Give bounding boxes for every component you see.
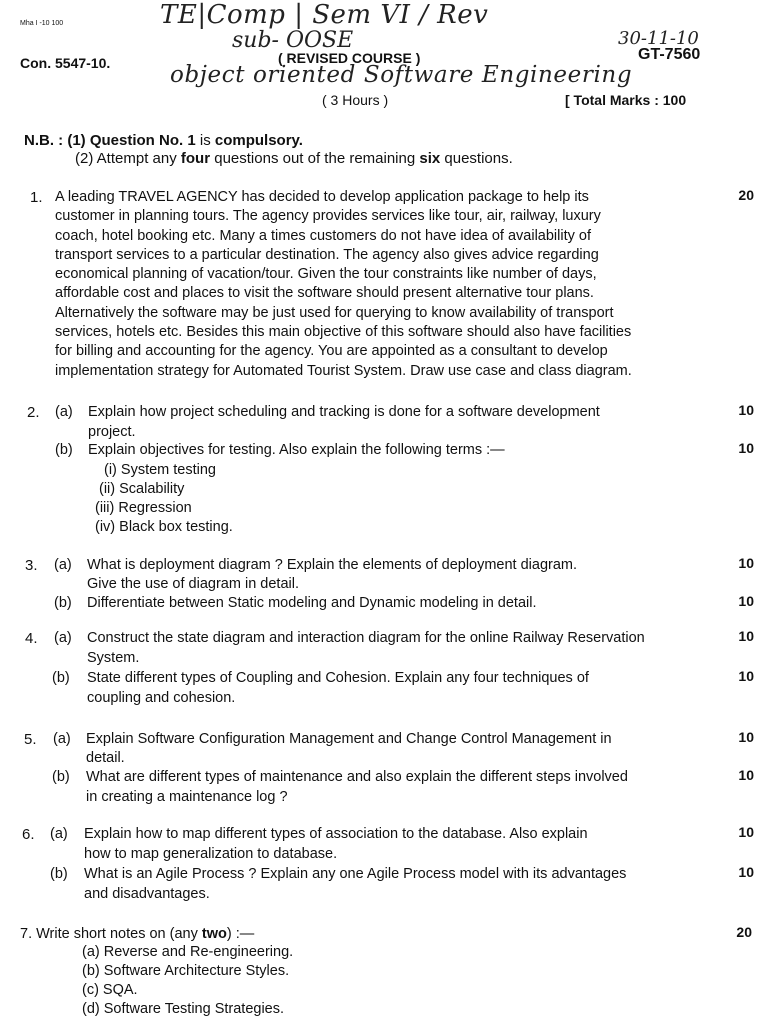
q4-number: 4.: [25, 630, 38, 647]
q6b-label: (b): [50, 866, 68, 882]
nb-prefix: N.B. : (1) Question No.: [24, 132, 188, 149]
q7-item: (d) Software Testing Strategies.: [82, 1001, 285, 1017]
q6a-line: how to map generalization to database.: [84, 846, 338, 862]
q1-line: economical planning of vacation/tour. Given the tour constraints like number of days,: [55, 266, 597, 283]
q1-line: services, hotels etc. Besides this main objective of this software should also have facilities: [55, 324, 632, 341]
q2a-line: project.: [88, 424, 136, 440]
q6a-line: Explain how to map different types of association to the database. Also explain: [84, 826, 588, 842]
q6b-line: What is an Agile Process ? Explain any one Agile Process model with its advantages: [84, 866, 627, 882]
q6-number: 6.: [22, 826, 35, 843]
q2b-item: (iv) Black box testing.: [95, 519, 233, 535]
handwritten-subject-code: sub- OOSE: [232, 28, 354, 53]
q2b-item: (ii) Scalability: [99, 481, 185, 497]
revised-course-label: ( REVISED COURSE ): [278, 50, 421, 66]
instruction-2: [75, 150, 513, 167]
nb-line2-b: questions out of the remaining: [210, 150, 420, 167]
q1-text: [55, 188, 725, 381]
q7-item: (b) Software Architecture Styles.: [82, 963, 290, 979]
q4a-label: (a): [54, 630, 72, 646]
q5b-line: What are different types of maintenance and also explain the different steps involved: [86, 769, 628, 785]
q1-line: A leading TRAVEL AGENCY has decided to develop application package to help its: [55, 189, 589, 205]
handwritten-date: 30-11-10: [618, 28, 699, 49]
q1-line: affordable cost and places to visit the software should present alternative tour plans.: [55, 285, 594, 302]
q7-number: 7.: [20, 926, 33, 942]
nb-is: is: [195, 132, 215, 149]
q1-line: customer in planning tours. The agency provides services like tour, air, railway, luxury: [55, 208, 601, 225]
handwritten-course-line: TE|Comp | Sem VI / Rev: [160, 0, 489, 30]
q1-line: transport services to a particular destination. The agency also gives advice regarding: [55, 246, 599, 263]
q1-line: for billing and accounting for the agency. You are appointed as a consultant to develop: [55, 343, 608, 360]
q1-marks: 20: [738, 187, 754, 203]
q3b-label: (b): [54, 595, 72, 611]
q2a-label: (a): [55, 404, 73, 420]
nb-four: four: [180, 150, 211, 167]
nb-line2-a: (2) Attempt any: [75, 150, 181, 167]
q3b-line: Differentiate between Static modeling and Dynamic modeling in detail.: [87, 595, 537, 611]
q3a-line: Give the use of diagram in detail.: [87, 576, 299, 592]
handwritten-subject-name: object oriented Software Engineering: [170, 62, 633, 88]
q7-intro: [20, 926, 254, 942]
q3a-marks: 10: [738, 555, 754, 571]
q2a-line: Explain how project scheduling and tracking is done for a software development: [88, 404, 600, 420]
q7-intro-a: Write short notes on (any: [36, 926, 202, 942]
q3a-line: What is deployment diagram ? Explain the elements of deployment diagram.: [87, 557, 578, 573]
con-number: Con. 5547-10.: [20, 55, 111, 71]
q7-item: (c) SQA.: [82, 982, 138, 998]
q5-number: 5.: [24, 731, 37, 748]
q3a-label: (a): [54, 557, 72, 573]
q2b-item: (iii) Regression: [95, 500, 192, 516]
q4a-marks: 10: [738, 628, 754, 644]
q7-item: (a) Reverse and Re-engineering.: [82, 944, 294, 960]
q4a-line: System.: [87, 650, 140, 666]
q1-line: Alternatively the software may be just used for querying to know availability of transport: [55, 304, 614, 321]
paper-code: GT-7560: [638, 46, 701, 63]
q6a-marks: 10: [738, 824, 754, 840]
q2b-line: Explain objectives for testing. Also explain the following terms :—: [88, 442, 505, 458]
q2b-item: (i) System testing: [104, 462, 216, 478]
nb-one: 1: [187, 132, 196, 149]
tiny-code: Mha I -10 100: [20, 20, 64, 27]
q1-line: coach, hotel booking etc. Many a times customers do not have idea of availability of: [55, 227, 591, 244]
total-marks: [ Total Marks : 100: [565, 92, 687, 108]
nb-line2-c: questions.: [440, 150, 513, 167]
duration: ( 3 Hours ): [322, 92, 389, 108]
q7-two: two: [201, 926, 227, 942]
q5a-label: (a): [53, 731, 71, 747]
q6b-line: and disadvantages.: [84, 886, 210, 902]
q5a-line: detail.: [86, 750, 125, 766]
q2a-marks: 10: [738, 402, 754, 418]
q1-line: implementation strategy for Automated Tourist System. Draw use case and class diagram.: [55, 362, 632, 379]
q2b-marks: 10: [738, 440, 754, 456]
q4b-marks: 10: [738, 668, 754, 684]
nb-six: six: [419, 150, 441, 167]
instruction-1: [24, 132, 303, 149]
q2-number: 2.: [27, 404, 40, 421]
q4b-line: coupling and cohesion.: [87, 690, 236, 706]
q5a-line: Explain Software Configuration Management and Change Control Management in: [86, 731, 612, 747]
q2b-label: (b): [55, 442, 73, 458]
q7-intro-b: ) :—: [226, 926, 255, 942]
q5a-marks: 10: [738, 729, 754, 745]
q5b-marks: 10: [738, 767, 754, 783]
q5b-line: in creating a maintenance log ?: [86, 789, 288, 805]
q6b-marks: 10: [738, 864, 754, 880]
q1-number: 1.: [30, 189, 43, 206]
q7-marks: 20: [736, 924, 752, 940]
q3b-marks: 10: [738, 593, 754, 609]
q4a-line: Construct the state diagram and interaction diagram for the online Railway Reservation: [87, 630, 645, 646]
q4b-line: State different types of Coupling and Cohesion. Explain any four techniques of: [87, 670, 589, 686]
q5b-label: (b): [52, 769, 70, 785]
nb-compulsory: compulsory.: [214, 132, 303, 149]
q4b-label: (b): [52, 670, 70, 686]
q6a-label: (a): [50, 826, 68, 842]
q3-number: 3.: [25, 557, 38, 574]
